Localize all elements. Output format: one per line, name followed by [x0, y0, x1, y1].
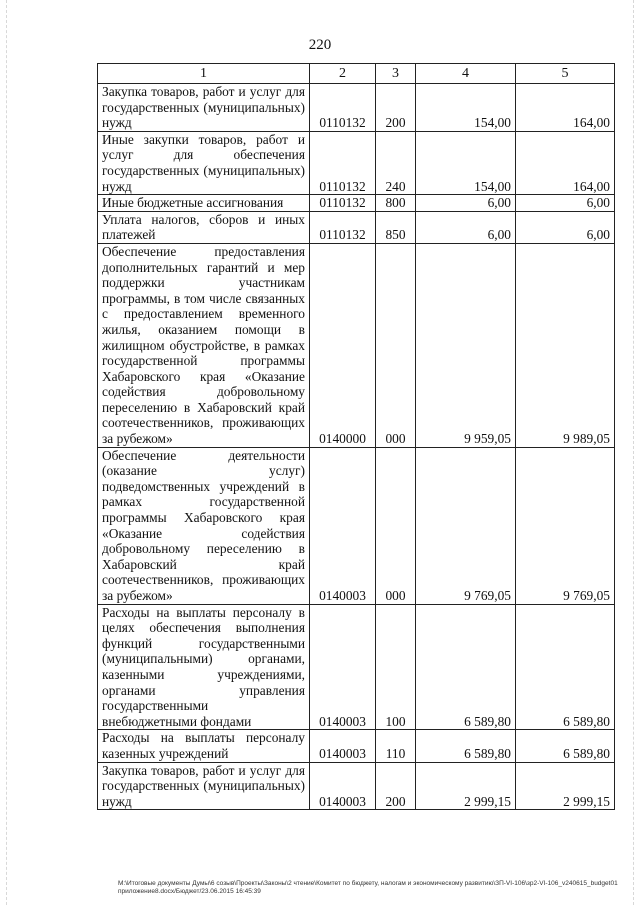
amount-year2-cell: 6,00 — [516, 195, 615, 212]
expense-type-code-cell: 110 — [376, 730, 416, 762]
expense-description-cell: Обеспечение предоставления дополнительных гарантий и мер поддержки участникам программы, в том числе связанных с предоставлением временного жилья, оказанием помощи в жилищном обустройстве, в рамках государственной программы Хабаровского края «Оказание содействия добровольному переселению в Хабаровский край соотечественников, проживающих за рубежом» — [98, 243, 310, 447]
amount-year2-cell: 164,00 — [516, 131, 615, 194]
expense-description-cell: Закупка товаров, работ и услуг для государственных (муниципальных) нужд — [98, 84, 310, 132]
expense-type-code-cell: 100 — [376, 604, 416, 730]
column-header-3: 3 — [376, 64, 416, 84]
expense-description-cell: Обеспечение деятельности (оказание услуг) подведомственных учреждений в рамках государственной программы Хабаровского края «Оказание содействия добровольному переселению в Хабаровский край соотечественников, проживающих за рубежом» — [98, 447, 310, 604]
amount-year1-cell: 2 999,15 — [416, 762, 516, 810]
expense-type-code-cell: 800 — [376, 195, 416, 212]
column-header-4: 4 — [416, 64, 516, 84]
expense-type-code-cell: 850 — [376, 211, 416, 243]
amount-year2-cell: 2 999,15 — [516, 762, 615, 810]
target-article-code-cell: 0140003 — [310, 730, 376, 762]
expense-description-cell: Расходы на выплаты персоналу казенных учреждений — [98, 730, 310, 762]
amount-year2-cell: 164,00 — [516, 84, 615, 132]
header-row — [98, 64, 615, 84]
table-row — [98, 604, 615, 730]
table-row — [98, 447, 615, 604]
column-header-5: 5 — [516, 64, 615, 84]
table-row — [98, 131, 615, 194]
target-article-code-cell: 0140003 — [310, 447, 376, 604]
column-header-1: 1 — [98, 64, 310, 84]
table-row — [98, 211, 615, 243]
table-row — [98, 195, 615, 212]
target-article-code-cell: 0140000 — [310, 243, 376, 447]
expense-description-cell: Расходы на выплаты персоналу в целях обеспечения выполнения функций государственными (муниципальными) органами, казенными учреждениями, органами управления государственными внебюджетными фондами — [98, 604, 310, 730]
table-row — [98, 762, 615, 810]
amount-year2-cell: 6 589,80 — [516, 604, 615, 730]
target-article-code-cell: 0110132 — [310, 84, 376, 132]
target-article-code-cell: 0140003 — [310, 604, 376, 730]
amount-year1-cell: 9 769,05 — [416, 447, 516, 604]
expense-type-code-cell: 200 — [376, 762, 416, 810]
amount-year1-cell: 6,00 — [416, 211, 516, 243]
document-footer-path: М:\Итоговые документы Думы\6 созыв\Проекты\Законы\2 чтение\Комитет по бюджету, налогам и экономическому развитию\ЗП-VI-106\зр2-VI-106_v240615_budget01приложение8.docx/Бюджет/23.06.2015 16:45:39 — [118, 880, 618, 895]
budget-table — [97, 63, 615, 810]
expense-type-code-cell: 000 — [376, 447, 416, 604]
expense-description-cell: Уплата налогов, сборов и иных платежей — [98, 211, 310, 243]
amount-year2-cell: 9 769,05 — [516, 447, 615, 604]
target-article-code-cell: 0110132 — [310, 131, 376, 194]
amount-year1-cell: 6,00 — [416, 195, 516, 212]
amount-year1-cell: 154,00 — [416, 84, 516, 132]
amount-year2-cell: 6,00 — [516, 211, 615, 243]
table-body — [98, 84, 615, 810]
expense-description-cell: Закупка товаров, работ и услуг для государственных (муниципальных) нужд — [98, 762, 310, 810]
expense-description-cell: Иные бюджетные ассигнования — [98, 195, 310, 212]
expense-type-code-cell: 200 — [376, 84, 416, 132]
scan-edge-left — [0, 0, 7, 905]
amount-year1-cell: 154,00 — [416, 131, 516, 194]
target-article-code-cell: 0140003 — [310, 762, 376, 810]
target-article-code-cell: 0110132 — [310, 195, 376, 212]
amount-year2-cell: 6 589,80 — [516, 730, 615, 762]
amount-year2-cell: 9 989,05 — [516, 243, 615, 447]
column-header-2: 2 — [310, 64, 376, 84]
expense-description-cell: Иные закупки товаров, работ и услуг для обеспечения государственных (муниципальных) нужд — [98, 131, 310, 194]
table-row — [98, 84, 615, 132]
amount-year1-cell: 9 959,05 — [416, 243, 516, 447]
page-number: 220 — [308, 37, 332, 53]
scan-edge-right — [633, 0, 640, 905]
table-row — [98, 243, 615, 447]
amount-year1-cell: 6 589,80 — [416, 604, 516, 730]
table-row — [98, 730, 615, 762]
amount-year1-cell: 6 589,80 — [416, 730, 516, 762]
target-article-code-cell: 0110132 — [310, 211, 376, 243]
expense-type-code-cell: 240 — [376, 131, 416, 194]
expense-type-code-cell: 000 — [376, 243, 416, 447]
